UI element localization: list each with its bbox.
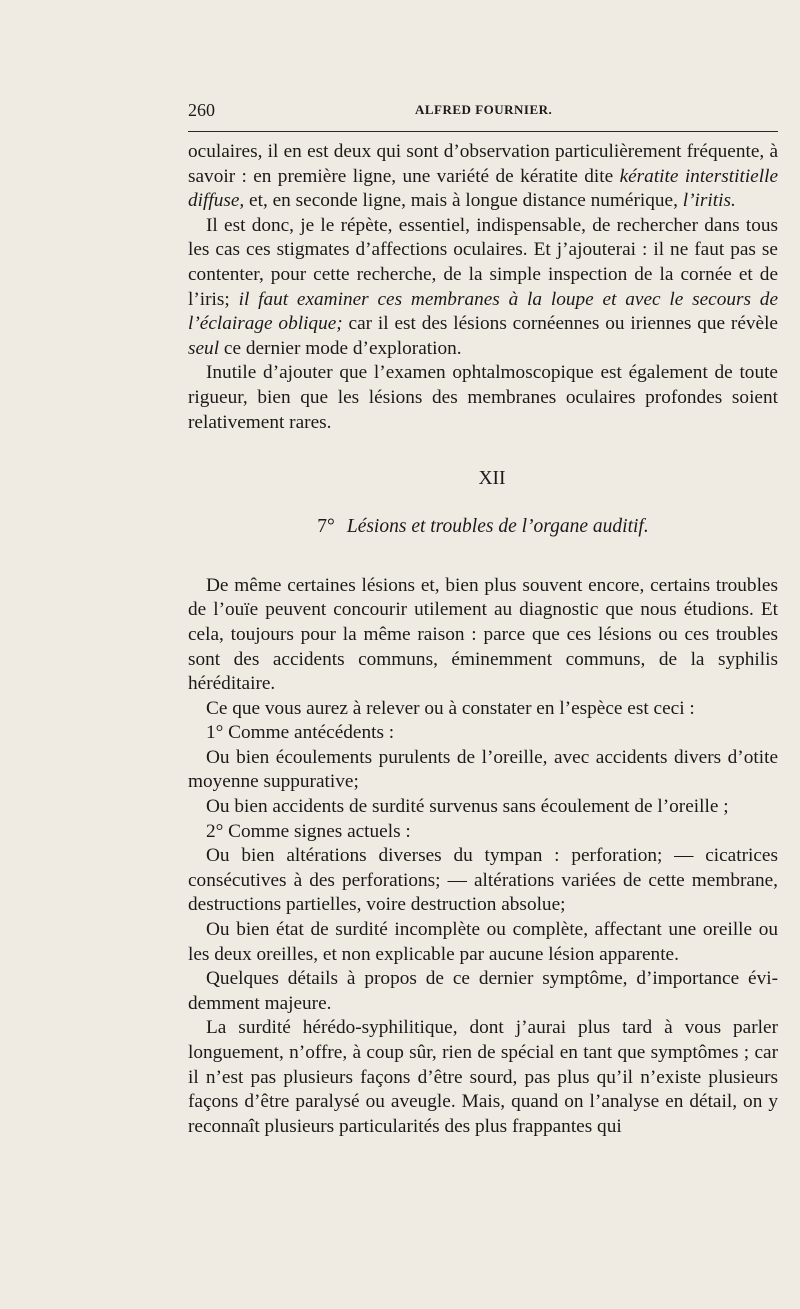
header-rule xyxy=(188,131,778,132)
section-title-text: Lésions et troubles de l’organe auditif. xyxy=(346,516,649,538)
paragraph: Quelques détails à propos de ce dernier symptôme, d’importance évidemment majeure. xyxy=(188,968,778,1014)
text-run: oculaires, il en est deux qui sont d’observation particulièrement fréquente, à savoir : en première ligne, une variété de kératite dite xyxy=(188,141,778,187)
section-title-number: 7° xyxy=(317,516,335,538)
paragraph: Ou bien écoulements purulents de l’oreille, avec accidents divers d’otite moyenne suppurative; xyxy=(188,746,778,793)
text-run: et, en seconde ligne, mais à longue distance numérique, xyxy=(244,190,683,212)
text-run: ce dernier mode d’exploration. xyxy=(219,337,462,359)
text-run: car il est des lésions cornéennes ou iriennes que révèle xyxy=(342,313,778,335)
paragraph: Inutile d’ajouter que l’examen ophtalmoscopique est également de toute rigueur, bien que les lésions des membranes oculaires profondes soient relativement rares. xyxy=(188,362,778,433)
page-header xyxy=(188,100,778,124)
italic-emphasis: il faut examiner ces membranes à la loupe et avec le secours de l’éclairage oblique; xyxy=(188,288,779,335)
paragraph: De même certaines lésions et, bien plus souvent encore, certains troubles de l’ouïe peuvent concourir utilement au diagnostic que nous étudions. Et cela, toujours pour la même raison : parce que ces lésions ou ces troubles sont des accidents communs, éminemment communs, de la syphilis héréditaire. xyxy=(188,574,778,695)
paragraph: Ce que vous aurez à relever ou à constater en l’espèce est ceci : xyxy=(206,697,695,719)
section-title xyxy=(188,515,778,540)
paragraph: 1° Comme antécédents : xyxy=(206,722,395,744)
page-number: 260 xyxy=(188,100,215,120)
paragraph xyxy=(188,140,778,214)
paragraph xyxy=(188,214,778,362)
italic-emphasis: seul xyxy=(188,337,220,359)
paragraph: Ou bien état de surdité incomplète ou complète, affectant une oreille ou les deux oreilles, et non explicable par aucune lésion apparente. xyxy=(188,919,778,965)
paragraph: La surdité hérédo-syphilitique, dont j’aurai plus tard à vous parler longuement, n’offre, à coup sûr, rien de spécial en tant que symptômes ; car il n’est pas plusieurs façons d’être sourd, pas plus qu’il n’existe plusieurs façons d’être paralysé ou aveugle. Mais, quand on l’analyse en détail, on y reconnaît plusieurs particularités des plus frappantes qui xyxy=(188,1017,778,1137)
section-number: XII xyxy=(478,468,506,490)
paragraph: Ou bien altérations diverses du tympan : perforation; — cicatrices consécutives à des perforations; — altérations variées de cette membrane, destructions partielles, voire destruction absolue; xyxy=(188,845,778,916)
body-text xyxy=(188,140,778,1139)
text-run: Il est donc, je le répète, essentiel, indispensable, de rechercher dans tous les cas ces stigmates d’affections oculaires. Et j’ajouterai : il ne faut pas se contenter, pour cette recherche, de la simple inspection de la cornée et de l’iris; xyxy=(188,214,778,310)
paragraph: Ou bien accidents de surdité survenus sans écoulement de l’oreille ; xyxy=(206,796,729,818)
italic-term: kératite interstitielle diffuse, xyxy=(188,165,779,212)
italic-term: l’iritis. xyxy=(682,190,736,212)
running-head: ALFRED FOURNIER. xyxy=(415,102,553,117)
paragraph: 2° Comme signes actuels : xyxy=(206,820,411,842)
